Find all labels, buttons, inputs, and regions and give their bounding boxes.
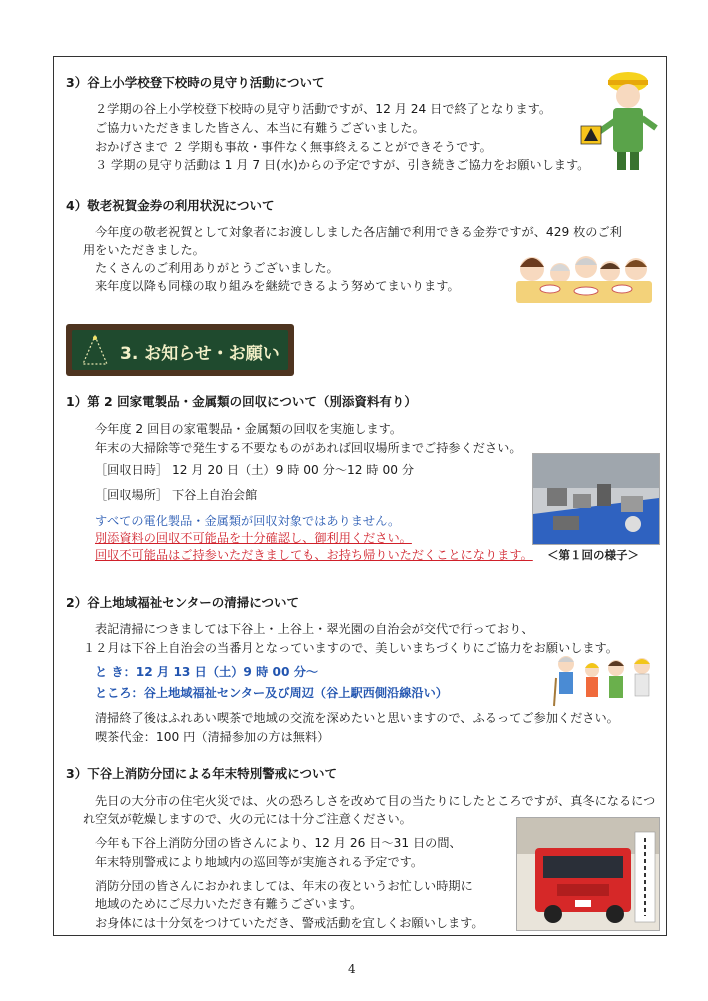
collection-datetime: ［回収日時］ 12 月 20 日（土）9 時 00 分～12 時 00 分 [95, 463, 415, 477]
cleaning-people-illustration [552, 652, 658, 708]
para-line: 喫茶代金：100 円（清掃参加の方は無料） [95, 730, 330, 744]
section-heading-recycling: 1）第 2 回家電製品・金属類の回収について（別添資料有り） [66, 394, 417, 409]
para-line: 表記清掃につきましては下谷上・上谷上・翠光園の自治会が交代で行っており、 [95, 622, 534, 636]
para-line: れ空気が乾燥しますので、火の元には十分ご注意ください。 [83, 812, 412, 826]
para-line: 年末特別警戒により地域内の巡回等が実施される予定です。 [95, 855, 424, 869]
para-line: 清掃終了後はふれあい喫茶で地域の交流を深めたいと思いますので、ふるってご参加ください。 [95, 711, 619, 725]
photo-caption: ＜第１回の様子＞ [547, 548, 639, 562]
banner-title: 3. お知らせ・お願い [120, 344, 280, 364]
fire-truck-photo [516, 817, 660, 931]
collection-photo [532, 453, 660, 545]
para-line: 年末の大掃除等で発生する不要なものがあれば回収場所までご持参ください。 [95, 441, 522, 455]
cleaning-where: ところ：谷上地域福祉センター及び周辺（谷上駅西側沿線沿い） [95, 686, 448, 700]
page-number: 4 [348, 962, 356, 976]
chalkboard [72, 330, 288, 370]
para-line: 地域のためにご尽力いただき有難うございます。 [95, 897, 363, 911]
para-line: お身体には十分気をつけていただき、警戒活動を宜しくお願いします。 [95, 916, 484, 930]
section-heading-firepatrol: 3）下谷上消防分団による年末特別警戒について [66, 766, 337, 781]
para-line: たくさんのご利用ありがとうございました。 [95, 261, 339, 275]
cleaning-when: と き：12 月 13 日（土）9 時 00 分～ [95, 665, 319, 679]
section-heading-watch: 3）谷上小学校登下校時の見守り活動について [66, 75, 325, 90]
para-line: ご協力いただきました皆さん、本当に有難うございました。 [95, 121, 425, 135]
para-line: 来年度以降も同様の取り組みを継続できるよう努めてまいります。 [95, 279, 460, 293]
para-line: ３ 学期の見守り活動は 1 月 7 日(水)からの予定ですが、引き続きご協力をお願いします。 [95, 158, 590, 172]
para-line: 先日の大分市の住宅火災では、火の恐ろしさを改めて目の当たりにしたところですが、真冬になるにつ [95, 794, 656, 808]
para-line: ２学期の谷上小学校登下校時の見守り活動ですが、12 月 24 日で終了となります。 [95, 102, 552, 116]
para-line: 今年度の敬老祝賀として対象者にお渡ししました各店舗で利用できる金券ですが、429 枚のご利 [95, 225, 622, 239]
notice-red-2: 回収不可能品はご持参いただきましても、お持ち帰りいただくことになります。 [95, 548, 533, 562]
para-line: 用をいただきました。 [83, 243, 205, 257]
collection-place: ［回収場所］ 下谷上自治会館 [95, 488, 258, 502]
section-banner [66, 324, 294, 376]
tree-icon [80, 334, 110, 368]
para-line: 今年も下谷上消防分団の皆さんにより、12 月 26 日～31 日の間、 [95, 836, 462, 850]
para-line: 今年度 2 回目の家電製品・金属類の回収を実施します。 [95, 422, 403, 436]
para-line: １２月は下谷上自治会の当番月となっていますので、美しいまちづくりにご協力をお願いします。 [83, 641, 618, 655]
section-heading-coupon: 4）敬老祝賀金券の利用状況について [66, 198, 275, 213]
notice-blue: すべての電化製品・金属類が回収対象ではありません。 [95, 514, 401, 528]
family-meal-illustration [510, 247, 658, 309]
para-line: 消防分団の皆さんにおかれましては、年末の夜というお忙しい時期に [95, 879, 473, 893]
para-line: おかげさまで ２ 学期も事故・事件なく無事終えることができそうです。 [95, 140, 492, 154]
notice-red-1: 別添資料の回収不可能品を十分確認し、御利用ください。 [95, 531, 412, 545]
crossing-guard-illustration [576, 68, 666, 172]
section-heading-cleaning: 2）谷上地域福祉センターの清掃について [66, 595, 299, 610]
